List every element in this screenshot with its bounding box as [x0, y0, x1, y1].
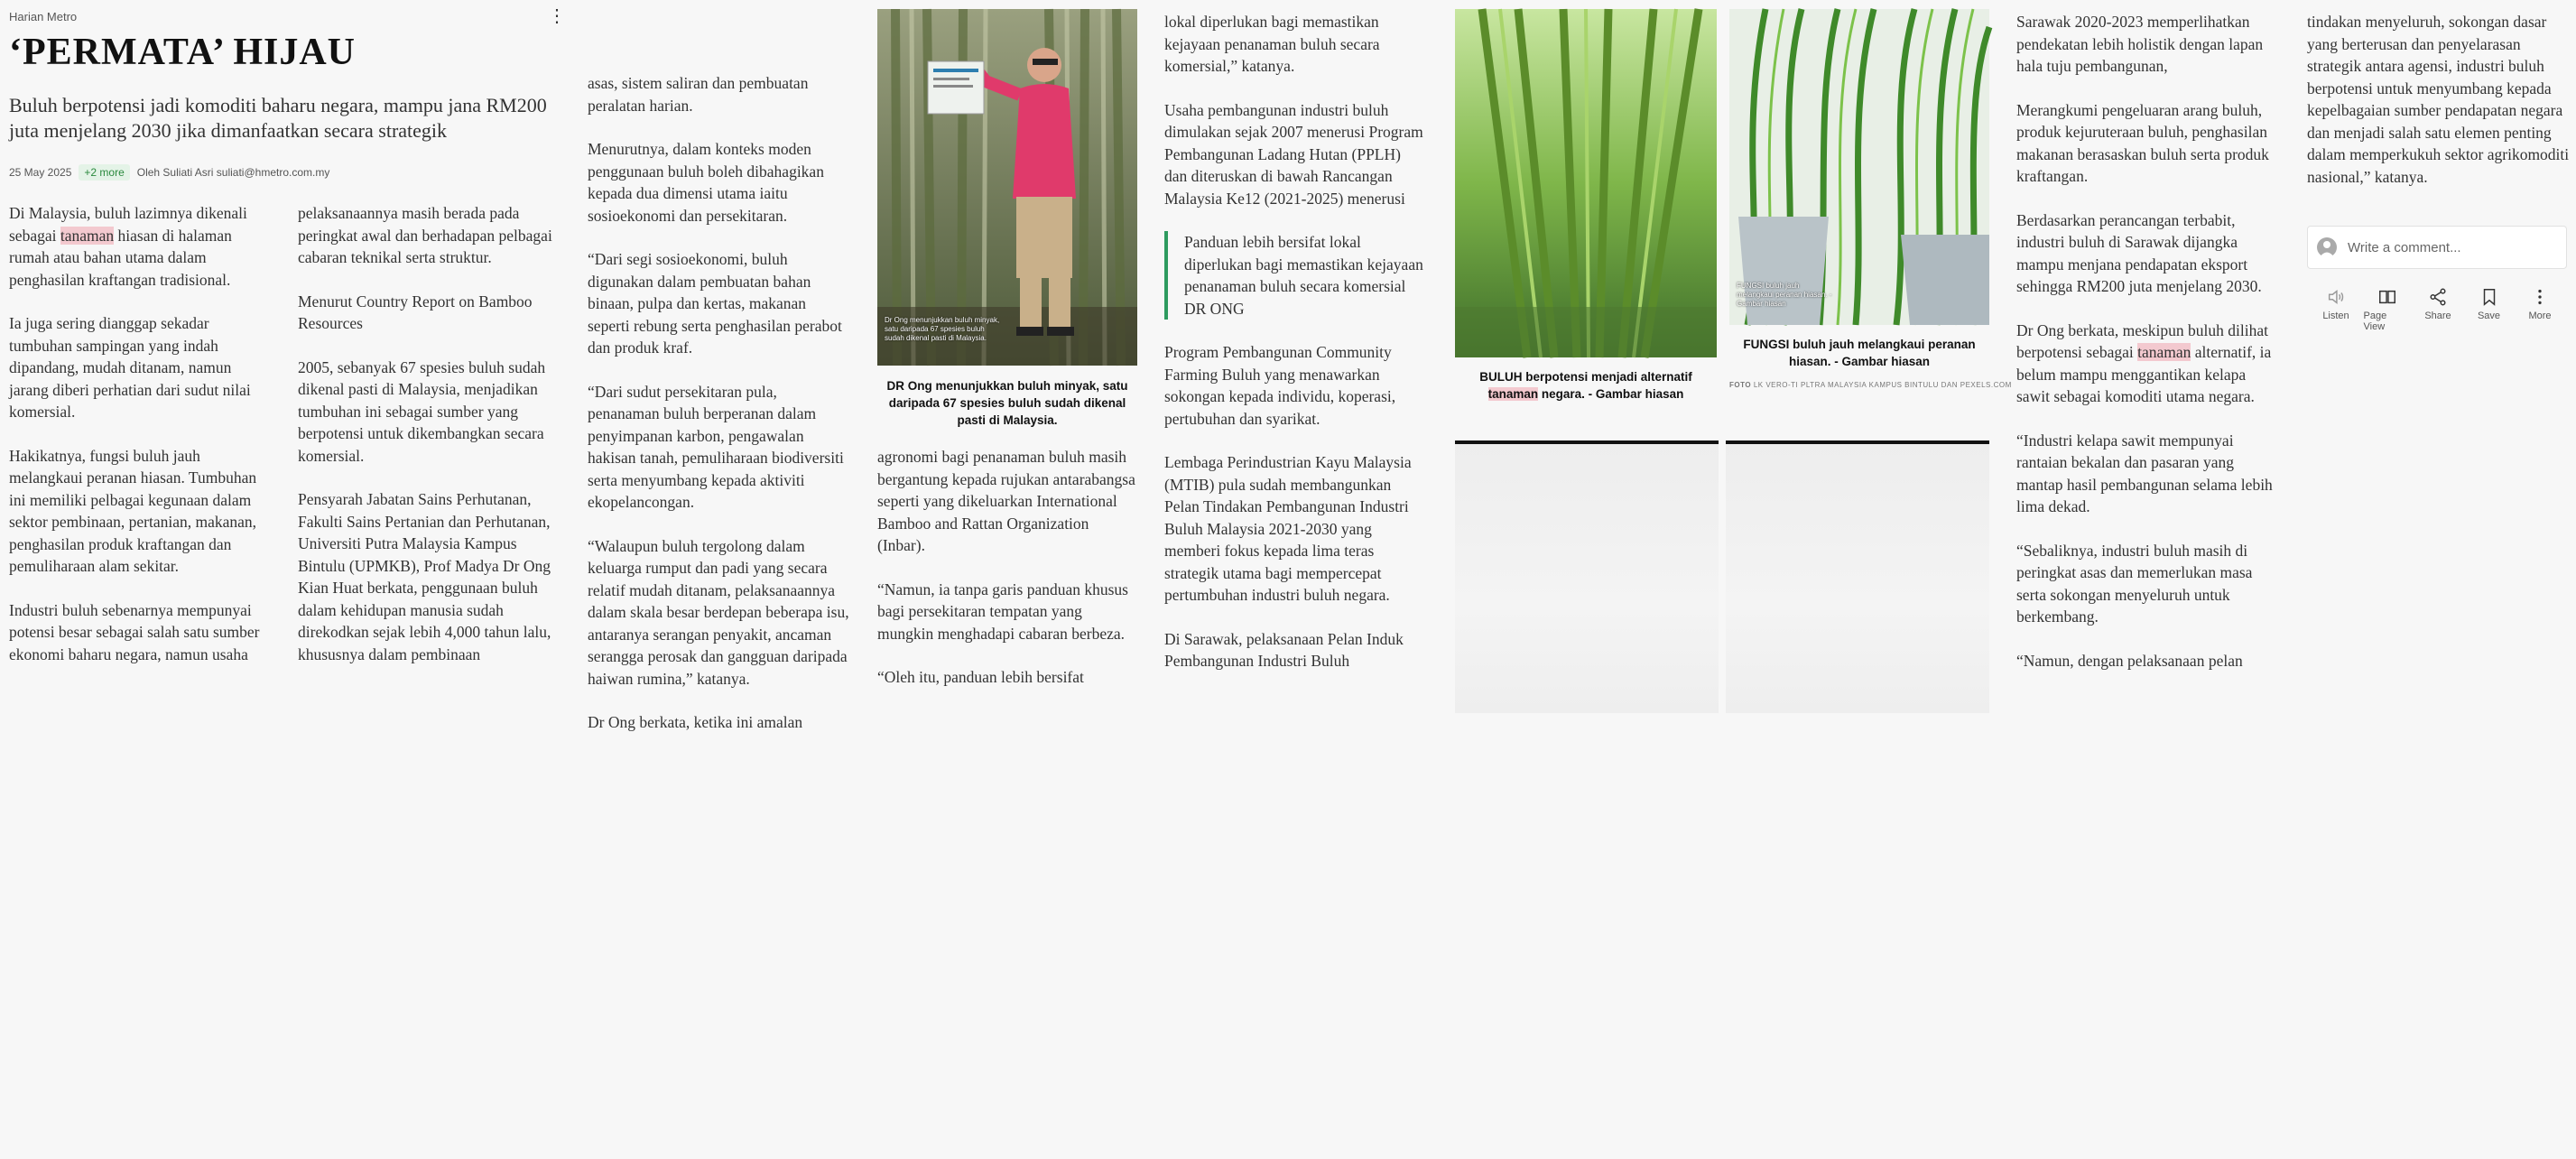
- paragraph: Sarawak 2020-2023 memperlihatkan pendekatan lebih holistik dengan lapan hala tuju pembangunan,: [2016, 13, 2264, 75]
- pull-quote: Panduan lebih bersifat lokal diperlukan bagi memastikan kejayaan penanaman buluh secara komersial DR ONG: [1164, 231, 1426, 320]
- paragraph: Pensyarah Jabatan Sains Perhutanan, Fakulti Sains Pertanian dan Perhutanan, Universiti Putra Malaysia Kampus Bintulu (UPMKB), Prof Madya Dr Ong Kian Huat berkata, penggunaan buluh dalam kehidupan manusia sudah direkodkan sejak lebih 4,000 tahun lalu, khususnya dalam pembinaan: [298, 490, 551, 663]
- potted-bamboo-image: [1729, 9, 1989, 325]
- paragraph: tindakan menyeluruh, sokongan dasar yang berterusan dan penyelarasan strategik antara agensi, industri buluh berpotensi untuk menyumbang kepada kepelbagaian sumber pendapatan negara dan menjadi salah satu elemen penting dalam memperkukuh sektor agrikomoditi nasional,” katanya.: [2307, 13, 2570, 186]
- caption-text-pre: BULUH berpotensi menjadi alternatif: [1479, 370, 1692, 384]
- highlighted-word: tanaman: [2137, 343, 2191, 361]
- listen-label: Listen: [2322, 311, 2349, 321]
- paragraph-text: Di Malaysia, buluh lazimnya dikenali sebagai: [9, 204, 247, 245]
- photo-gutter: [1719, 0, 1726, 713]
- paragraph: “Industri kelapa sawit mempunyai rantaian bekalan dan pasaran yang mantap hasil pembangunan selama lebih lima dekad.: [2016, 431, 2273, 515]
- column-2: [298, 202, 560, 915]
- article-byline: Oleh Suliati Asri suliati@hmetro.com.my: [136, 166, 330, 179]
- paragraph: Menurut Country Report on Bamboo Resources: [298, 292, 533, 332]
- paragraph: Berdasarkan perancangan terbabit, industri buluh di Sarawak dijangka mampu menjana pendapatan eksport sehingga RM200 juta menjelang 2030.: [2016, 210, 2262, 295]
- paragraph: “Namun, ia tanpa garis panduan khusus bagi persekitaran tempatan yang mungkin menghadapi cabaran berbeza.: [877, 580, 1128, 643]
- photo-overlay-caption: Dr Ong menunjukkan buluh minyak, satu daripada 67 spesies buluh sudah dikenal pasti di Malaysia.: [885, 316, 1000, 342]
- column-5: [1164, 11, 1426, 724]
- article-date: 25 May 2025: [9, 166, 72, 179]
- save-button[interactable]: [2466, 287, 2513, 332]
- paragraph-text: Dr Ong berkata, meskipun buluh dilihat berpotensi sebagai: [2016, 320, 2268, 361]
- photo-dr-ong: [877, 9, 1137, 366]
- paragraph: Usaha pembangunan industri buluh dimulakan sejak 2007 menerusi Program Pembangunan Ladang Hutan (PPLH) dan diteruskan di bawah Rancangan Malaysia Ke12 (2021-2025) menerusi: [1164, 100, 1423, 208]
- dr-ong-bamboo-image: [877, 9, 1137, 366]
- photo-bamboo-forest-caption: [1455, 368, 1717, 403]
- share-icon: [2428, 287, 2448, 307]
- paragraph: Merangkumi pengeluaran arang buluh, produk kejuruteraan buluh, penghasilan makanan berasaskan buluh serta produk kraftangan.: [2016, 100, 2269, 185]
- more-authors-badge[interactable]: +2 more: [79, 164, 129, 181]
- caption-highlight: tanaman: [1487, 387, 1539, 401]
- paragraph: [9, 202, 271, 291]
- paragraph: Menurutnya, dalam konteks moden penggunaan buluh boleh dibahagikan kepada dua dimensi utama iaitu sosioekonomi dan persekitaran.: [588, 140, 824, 225]
- paragraph: Lembaga Perindustrian Kayu Malaysia (MTIB) pula sudah membangunkan Pelan Tindakan Pembangunan Industri Buluh Malaysia 2021-2030 yang memberi fokus kepada lima teras strategik utama bagi mempercepat pertumbuhan industri buluh negara.: [1164, 453, 1412, 604]
- article-meta: [9, 164, 329, 181]
- paragraph: “Sebaliknya, industri buluh masih di peringkat asas dan memerlukan masa serta sokongan menyeluruh untuk berkembang.: [2016, 541, 2253, 626]
- article-toolbar: [2307, 287, 2569, 332]
- photo-overlay-caption-2: FUNGSI buluh jauh melangkaui peranan hiasan. - Gambar hiasan: [1737, 282, 1832, 308]
- bamboo-forest-image: [1455, 9, 1717, 357]
- photo-credit-label: FOTO: [1729, 381, 1752, 389]
- comment-box[interactable]: [2307, 226, 2567, 269]
- publication-name: Harian Metro: [9, 10, 78, 23]
- paragraph: “Walaupun buluh tergolong dalam keluarga rumput dan padi yang secara relatif mudah ditanam, pelaksanaannya dalam skala besar berdepan beberapa isu, antaranya serangan penyakit, ancaman serangga perosak dan gangguan daripada haiwan rumina,” katanya.: [588, 536, 849, 688]
- book-icon: [2377, 287, 2397, 307]
- paragraph: “Namun, dengan pelaksanaan pelan: [2016, 651, 2243, 670]
- paragraph-text: hiasan di halaman rumah atau bahan utama dalam penghasilan kraftangan tradisional.: [9, 226, 232, 289]
- paragraph: asas, sistem saliran dan pembuatan peralatan harian.: [588, 74, 809, 115]
- more-label: More: [2528, 311, 2552, 321]
- paragraph-text: alternatif, ia belum mampu menggantikan kelapa sawit sebagai komoditi utama negara.: [2016, 343, 2272, 405]
- photo-credit: [1729, 381, 2012, 389]
- article-standfirst: Buluh berpotensi jadi komoditi baharu negara, mampu jana RM200 juta menjelang 2030 jika dimanfaatkan secara strategik: [9, 94, 547, 142]
- article-menu-icon[interactable]: ⋮: [548, 6, 566, 26]
- share-label: Share: [2424, 311, 2451, 321]
- paragraph: Di Sarawak, pelaksanaan Pelan Induk Pembangunan Industri Buluh: [1164, 629, 1404, 670]
- paragraph: “Dari sudut persekitaran pula, penanaman buluh berperanan dalam penyimpanan karbon, pengawalan hakisan tanah, pemulihara​an biodiversiti serta menyumbang kepada aktiviti ekopelancongan.: [588, 382, 844, 511]
- comment-placeholder[interactable]: Write a comment...: [2348, 239, 2461, 255]
- bookmark-icon: [2479, 287, 2499, 307]
- paragraph: Dr Ong berkata, ketika ini amalan: [588, 713, 803, 731]
- highlighted-word: tanaman: [60, 226, 115, 245]
- paragraph: lokal diperlukan bagi memastikan kejayaan penanaman buluh secara komersial,” katanya.: [1164, 13, 1380, 75]
- share-button[interactable]: [2414, 287, 2461, 332]
- column-4: [877, 446, 1139, 1159]
- paragraph: [2016, 320, 2280, 408]
- avatar: [2317, 237, 2337, 257]
- speaker-icon: [2326, 287, 2346, 307]
- paragraph: Hakikatnya, fungsi buluh jauh melangkaui peranan hiasan. Tumbuhan ini memiliki pelbagai kegunaan dalam sektor pembinaan, pertanian, makanan, penghasilan produk kraftangan dan pemuliharaan alam sekitar.: [9, 446, 257, 575]
- page-view-button[interactable]: [2364, 287, 2411, 332]
- paragraph: Program Pembangunan Community Farming Buluh yang menawarkan sokongan kepada individu, koperasi, pertubuhan dan syarikat.: [1164, 343, 1396, 428]
- paragraph: 2005, sebanyak 67 spesies buluh sudah dikenal pasti di Malaysia, menjadikan tumbuhan ini sebagai sumber yang berpotensi untuk dikembangkan secara komersial.: [298, 357, 546, 465]
- paragraph: Ia juga sering dianggap sekadar tumbuhan sampingan yang indah dipandang, mudah ditanam, namun jarang diberi perhatian dari sudut nilai komersial.: [9, 314, 251, 421]
- column-7: [2307, 11, 2571, 724]
- photo-potted-bamboo: [1729, 9, 1989, 325]
- more-button[interactable]: [2516, 287, 2563, 332]
- column-6: [2016, 11, 2280, 724]
- column-3: [588, 72, 849, 785]
- paragraph: pelaksanaannya masih berada pada peringkat awal dan berhadapan pelbagai cabaran teknikal serta struktur.: [298, 204, 552, 266]
- paragraph: Industri buluh sebenarnya mempunyai potensi besar sebagai salah satu sumber ekonomi baharu negara, namun usaha: [9, 600, 260, 663]
- more-vertical-icon: [2530, 287, 2550, 307]
- paragraph: agronomi bagi penanaman buluh masih bergantung kepada rujukan antarabangsa seperti yang dikeluarkan International Bamboo and Rattan Organization (Inbar).: [877, 448, 1135, 554]
- photo-dr-ong-caption: DR Ong menunjukkan buluh minyak, satu daripada 67 spesies buluh sudah dikenal pasti di Malaysia.: [886, 379, 1128, 427]
- column-1: [9, 202, 271, 915]
- save-label: Save: [2477, 311, 2501, 321]
- photo-bamboo-forest: [1455, 9, 1717, 357]
- photo-credit-text: LK VERO-TI PLTRA MALAYSIA KAMPUS BINTULU DAN PEXELS.COM: [1753, 381, 2012, 389]
- paragraph: “Oleh itu, panduan lebih bersifat: [877, 668, 1084, 686]
- paragraph: “Dari segi sosioekonomi, buluh digunakan dalam pembuatan bahan binaan, pulpa dan kertas, makanan seperti rebung serta penghasilan perabot dan produk kraf.: [588, 250, 842, 357]
- article-title: ‘PERMATA’ HIJAU: [9, 32, 356, 73]
- photo-potted-bamboo-caption: FUNGSI buluh jauh melangkaui peranan hiasan. - Gambar hiasan: [1743, 338, 1976, 368]
- caption-text-post: negara. - Gambar hiasan: [1538, 387, 1684, 401]
- page-view-label: Page View: [2363, 311, 2387, 332]
- listen-button[interactable]: [2312, 287, 2359, 332]
